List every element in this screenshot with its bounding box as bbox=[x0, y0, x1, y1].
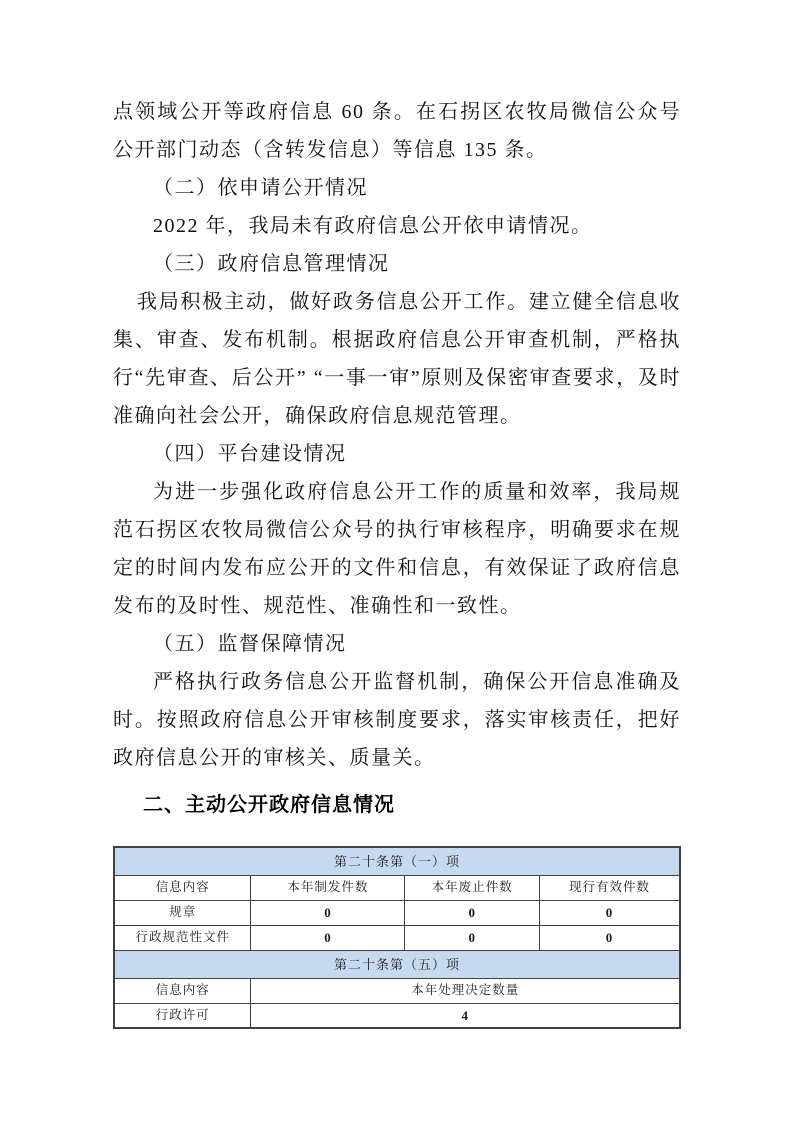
paragraph: 为进一步强化政府信息公开工作的质量和效率，我局规范石拐区农牧局微信公众号的执行审核程序，明确要求在规定的时间内发布应公开的文件和信息，有效保证了政府信息发布的及时性、规范性、准确性和一致性。 bbox=[113, 481, 681, 617]
table-section-header-row bbox=[114, 847, 680, 875]
table-section-title: 第二十条第（一）项 bbox=[114, 847, 680, 875]
sub-heading-3: （三）政府信息管理情况 bbox=[153, 253, 390, 275]
paragraph: 2022 年，我局未有政府信息公开依申请情况。 bbox=[153, 215, 593, 237]
sub-heading-4: （四）平台建设情况 bbox=[153, 443, 347, 465]
table-row bbox=[114, 1003, 680, 1028]
column-header: 信息内容 bbox=[114, 875, 251, 900]
column-header: 本年制发件数 bbox=[251, 875, 405, 900]
table-column-header-row bbox=[114, 875, 680, 900]
sub-heading-5: （五）监督保障情况 bbox=[153, 633, 347, 655]
cell-value: 0 bbox=[540, 925, 680, 950]
column-header: 本年废止件数 bbox=[405, 875, 540, 900]
row-label: 规章 bbox=[114, 900, 251, 925]
column-header: 信息内容 bbox=[114, 978, 251, 1003]
column-header: 现行有效件数 bbox=[540, 875, 680, 900]
table-section-title: 第二十条第（五）项 bbox=[114, 950, 680, 978]
row-label: 行政规范性文件 bbox=[114, 925, 251, 950]
cell-value: 4 bbox=[251, 1003, 680, 1028]
cell-value: 0 bbox=[251, 900, 405, 925]
table-column-header-row bbox=[114, 978, 680, 1003]
column-header: 本年处理决定数量 bbox=[251, 978, 680, 1003]
table-section-header-row bbox=[114, 950, 680, 978]
cell-value: 0 bbox=[251, 925, 405, 950]
paragraph: 点领域公开等政府信息 60 条。在石拐区农牧局微信公众号公开部门动态（含转发信息）等信息 135 条。 bbox=[113, 101, 681, 161]
row-label: 行政许可 bbox=[114, 1003, 251, 1028]
cell-value: 0 bbox=[405, 925, 540, 950]
paragraph: 我局积极主动，做好政务信息公开工作。建立健全信息收集、审查、发布机制。根据政府信息公开审查机制，严格执行“先审查、后公开” “一事一审”原则及保密审查要求，及时准确向社会公开，确保政府信息规范管理。 bbox=[113, 291, 681, 427]
sub-heading-2: （二）依申请公开情况 bbox=[153, 177, 368, 199]
table-row bbox=[114, 900, 680, 925]
cell-value: 0 bbox=[540, 900, 680, 925]
disclosure-statistics-table bbox=[113, 846, 681, 1029]
cell-value: 0 bbox=[405, 900, 540, 925]
table-row bbox=[114, 925, 680, 950]
section-heading: 二、主动公开政府信息情况 bbox=[143, 794, 395, 816]
paragraph: 严格执行政务信息公开监督机制，确保公开信息准确及时。按照政府信息公开审核制度要求，落实审核责任，把好政府信息公开的审核关、质量关。 bbox=[113, 671, 681, 769]
